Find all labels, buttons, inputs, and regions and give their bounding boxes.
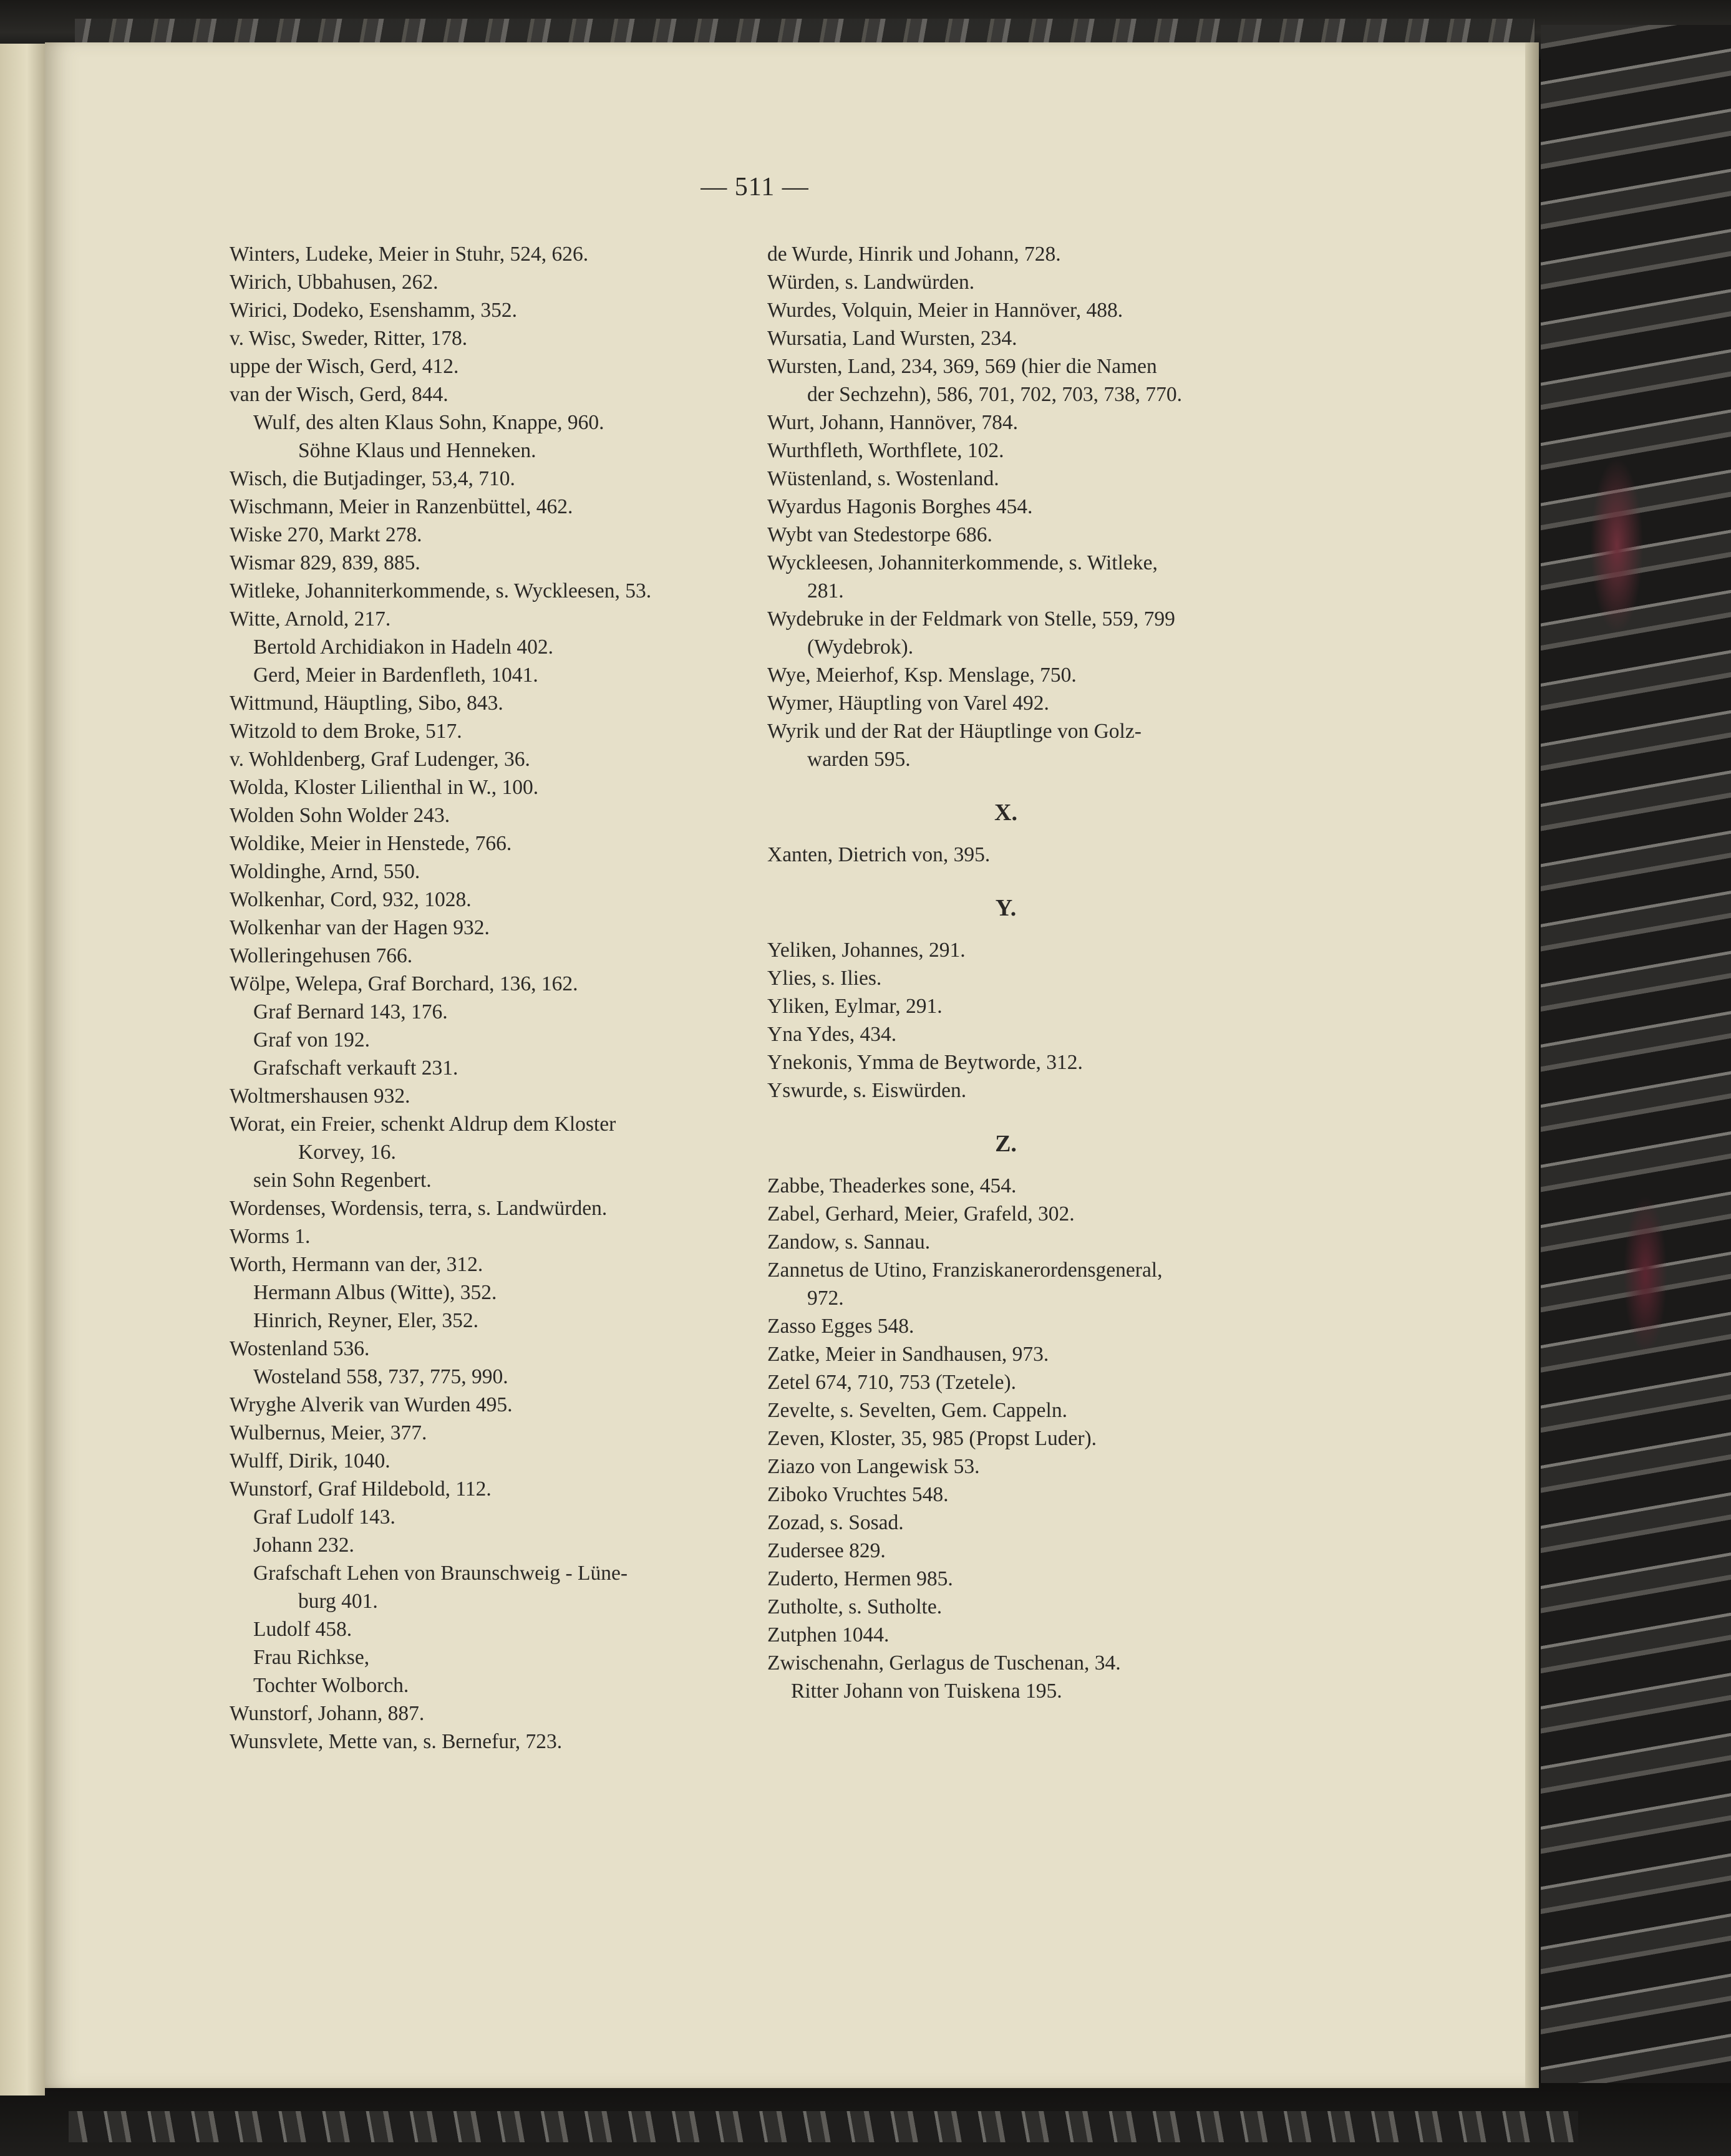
index-entry: Wyrik und der Rat der Häuptlinge von Golz- — [767, 720, 1142, 743]
index-entry: Bertold Archidiakon in Hadeln 402. — [253, 636, 554, 659]
index-entry: Wismar 829, 839, 885. — [230, 551, 420, 574]
index-entry: burg 401. — [298, 1590, 378, 1613]
index-entry: Wunsvlete, Mette van, s. Bernefur, 723. — [230, 1730, 563, 1753]
index-entry: Graf von 192. — [253, 1028, 370, 1051]
index-entry: Zeven, Kloster, 35, 985 (Propst Luder). — [767, 1427, 1097, 1450]
index-entry: Zannetus de Utino, Franziskanerordensgeneral, — [767, 1259, 1163, 1282]
index-entry: Witzold to dem Broke, 517. — [230, 720, 462, 743]
index-entry: Zatke, Meier in Sandhausen, 973. — [767, 1343, 1049, 1366]
index-entry: Witleke, Johanniterkommende, s. Wyckleesen, 53. — [230, 579, 652, 602]
index-entry: Graf Bernard 143, 176. — [253, 1000, 448, 1023]
index-entry: Zutphen 1044. — [767, 1623, 890, 1646]
index-entry: Wolkenhar, Cord, 932, 1028. — [230, 888, 472, 911]
index-entry: Wischmann, Meier in Ranzenbüttel, 462. — [230, 495, 573, 518]
index-entry: Yna Ydes, 434. — [767, 1023, 897, 1046]
section-heading: X. — [994, 800, 1017, 826]
index-entry: Wulf, des alten Klaus Sohn, Knappe, 960. — [253, 411, 604, 434]
index-column-left — [230, 240, 741, 1756]
index-entry: Wirich, Ubbahusen, 262. — [230, 271, 439, 294]
index-entry: Wunstorf, Graf Hildebold, 112. — [230, 1477, 492, 1501]
index-entry: Wurt, Johann, Hannöver, 784. — [767, 411, 1019, 434]
index-entry: Graf Ludolf 143. — [253, 1506, 395, 1529]
index-entry: Grafschaft verkauft 231. — [253, 1056, 458, 1080]
index-entry: Ylies, s. Ilies. — [767, 967, 882, 990]
index-entry: Wryghe Alverik van Wurden 495. — [230, 1393, 513, 1416]
index-entry: Wunstorf, Johann, 887. — [230, 1702, 425, 1725]
index-entry: v. Wisc, Sweder, Ritter, 178. — [230, 327, 468, 350]
index-entry: Worth, Hermann van der, 312. — [230, 1253, 483, 1276]
index-entry: Zabel, Gerhard, Meier, Grafeld, 302. — [767, 1202, 1075, 1225]
index-entry: warden 595. — [807, 748, 911, 771]
index-entry: Wye, Meierhof, Ksp. Menslage, 750. — [767, 664, 1077, 687]
index-entry: Wiske 270, Markt 278. — [230, 523, 422, 546]
index-entry: Wosteland 558, 737, 775, 990. — [253, 1365, 508, 1388]
index-entry: Wostenland 536. — [230, 1337, 370, 1360]
index-entry: Zetel 674, 710, 753 (Tzetele). — [767, 1371, 1017, 1394]
index-entry: Wisch, die Butjadinger, 53,4, 710. — [230, 467, 515, 490]
index-entry: Wyardus Hagonis Borghes 454. — [767, 495, 1033, 518]
index-entry: Wurthfleth, Worthflete, 102. — [767, 439, 1004, 462]
index-entry: 972. — [807, 1287, 844, 1310]
index-entry: Hinrich, Reyner, Eler, 352. — [253, 1309, 479, 1332]
index-entry: Ynekonis, Ymma de Beytworde, 312. — [767, 1051, 1083, 1074]
index-entry: Wolda, Kloster Lilienthal in W., 100. — [230, 776, 539, 799]
facing-page-edge — [0, 44, 45, 2096]
index-entry: Frau Richkse, — [253, 1646, 370, 1669]
index-entry: Winters, Ludeke, Meier in Stuhr, 524, 626. — [230, 243, 589, 266]
index-entry: uppe der Wisch, Gerd, 412. — [230, 355, 459, 378]
index-entry: Worms 1. — [230, 1225, 311, 1248]
index-entry: Zevelte, s. Sevelten, Gem. Cappeln. — [767, 1399, 1067, 1422]
index-entry: Wydebruke in der Feldmark von Stelle, 559, 799 — [767, 607, 1175, 631]
section-heading: Z. — [995, 1131, 1017, 1157]
index-entry: Gerd, Meier in Bardenfleth, 1041. — [253, 664, 538, 687]
marbled-cover-right — [1541, 25, 1731, 2108]
index-entry: Wulbernus, Meier, 377. — [230, 1421, 427, 1444]
index-entry: v. Wohldenberg, Graf Ludenger, 36. — [230, 748, 530, 771]
index-entry: Wordenses, Wordensis, terra, s. Landwürden. — [230, 1197, 608, 1220]
index-entry: Zasso Egges 548. — [767, 1315, 914, 1338]
index-entry: Zozad, s. Sosad. — [767, 1511, 904, 1534]
section-heading: Y. — [995, 895, 1017, 921]
index-entry: Johann 232. — [253, 1534, 354, 1557]
index-entry: Ludolf 458. — [253, 1618, 352, 1641]
index-column-right — [767, 240, 1279, 1705]
index-entry: Tochter Wolborch. — [253, 1674, 409, 1697]
index-entry: (Wydebrok). — [807, 636, 914, 659]
marbled-endpaper-bottom — [69, 2111, 1578, 2142]
index-entry: Yliken, Eylmar, 291. — [767, 995, 943, 1018]
index-entry: Zabbe, Theaderkes sone, 454. — [767, 1174, 1017, 1197]
index-entry: Wölpe, Welepa, Graf Borchard, 136, 162. — [230, 972, 578, 995]
index-entry: Wittmund, Häuptling, Sibo, 843. — [230, 692, 503, 715]
index-entry: Zandow, s. Sannau. — [767, 1230, 931, 1254]
index-entry: Yeliken, Johannes, 291. — [767, 939, 966, 962]
index-entry: Wybt van Stedestorpe 686. — [767, 523, 992, 546]
index-entry: Zuderto, Hermen 985. — [767, 1567, 953, 1590]
index-entry: Grafschaft Lehen von Braunschweig - Lüne- — [253, 1562, 628, 1585]
index-entry: Wolkenhar van der Hagen 932. — [230, 916, 490, 939]
index-entry: sein Sohn Regenbert. — [253, 1169, 432, 1192]
index-entry: Woltmershausen 932. — [230, 1085, 410, 1108]
index-entry: Ziboko Vruchtes 548. — [767, 1483, 949, 1506]
index-entry: Wolden Sohn Wolder 243. — [230, 804, 450, 827]
index-entry: Zwischenahn, Gerlagus de Tuschenan, 34. — [767, 1651, 1121, 1675]
index-entry: Yswurde, s. Eiswürden. — [767, 1079, 967, 1102]
index-entry: Hermann Albus (Witte), 352. — [253, 1281, 497, 1304]
index-entry: Wyckleesen, Johanniterkommende, s. Witleke, — [767, 551, 1158, 574]
index-entry: Woldike, Meier in Henstede, 766. — [230, 832, 512, 855]
index-entry: Korvey, 16. — [298, 1141, 396, 1164]
index-entry: Woldinghe, Arnd, 550. — [230, 860, 420, 883]
index-entry: van der Wisch, Gerd, 844. — [230, 383, 449, 406]
index-entry: Ritter Johann von Tuiskena 195. — [791, 1680, 1062, 1703]
index-entry: Söhne Klaus und Henneken. — [298, 439, 536, 462]
index-entry: Wirici, Dodeko, Esenshamm, 352. — [230, 299, 518, 322]
index-entry: Ziazo von Langewisk 53. — [767, 1455, 980, 1478]
index-entry: Witte, Arnold, 217. — [230, 607, 391, 631]
index-entry: Wurdes, Volquin, Meier in Hannöver, 488. — [767, 299, 1123, 322]
index-entry: Würden, s. Landwürden. — [767, 271, 975, 294]
index-entry: Wüstenland, s. Wostenland. — [767, 467, 999, 490]
index-entry: Worat, ein Freier, schenkt Aldrup dem Kloster — [230, 1113, 616, 1136]
index-entry: Wymer, Häuptling von Varel 492. — [767, 692, 1049, 715]
index-entry: 281. — [807, 579, 844, 602]
index-entry: Wursatia, Land Wursten, 234. — [767, 327, 1017, 350]
page-number: — 511 — — [701, 173, 809, 201]
index-entry: Wolleringehusen 766. — [230, 944, 413, 967]
index-entry: de Wurde, Hinrik und Johann, 728. — [767, 243, 1061, 266]
index-entry: Wursten, Land, 234, 369, 569 (hier die Namen — [767, 355, 1157, 378]
index-entry: der Sechzehn), 586, 701, 702, 703, 738, 770. — [807, 383, 1183, 406]
index-entry: Zutholte, s. Sutholte. — [767, 1595, 943, 1618]
index-entry: Xanten, Dietrich von, 395. — [767, 843, 991, 866]
index-entry: Wulff, Dirik, 1040. — [230, 1449, 390, 1472]
page-fore-edge — [1525, 42, 1539, 2088]
index-entry: Zudersee 829. — [767, 1539, 886, 1562]
